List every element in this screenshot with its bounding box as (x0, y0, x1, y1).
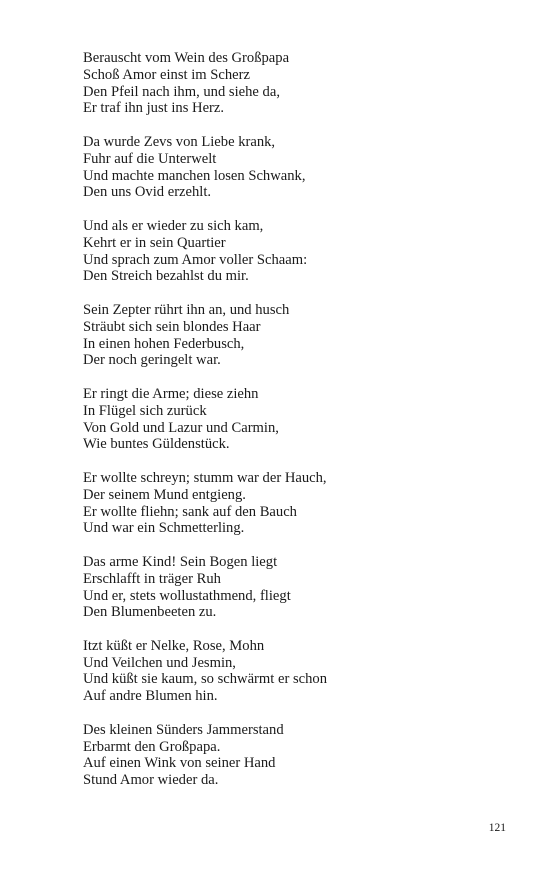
poem-line: Berauscht vom Wein des Großpapa (83, 50, 290, 66)
poem-line: Und küßt sie kaum, so schwärmt er schon (83, 671, 327, 688)
poem-line: Den Streich bezahlst du mir. (83, 268, 249, 285)
poem-line: Auf andre Blumen hin. (83, 688, 218, 705)
stanza (83, 554, 503, 621)
poem-line: Und Veilchen und Jesmin, (83, 654, 236, 671)
poem-line: Er wollte schreyn; stumm war der Hauch, (83, 469, 327, 486)
poem-line: Den Blumenbeeten zu. (83, 604, 217, 621)
poem-line: Der noch geringelt war. (83, 352, 221, 369)
poem-line: Stund Amor wieder da. (83, 772, 219, 789)
poem-line: Wie buntes Güldenstück. (83, 436, 230, 453)
poem-line: Und als er wieder zu sich kam, (83, 217, 264, 234)
poem-line: Und war ein Schmetterling. (83, 520, 245, 537)
poem-line: Erbarmt den Großpapa. (83, 738, 221, 755)
poem-line: Auf einen Wink von seiner Hand (83, 755, 276, 772)
poem-line: Das arme Kind! Sein Bogen liegt (83, 553, 278, 570)
poem-line: Und er, stets wollustathmend, fliegt (83, 587, 291, 604)
stanza (83, 218, 503, 285)
poem (83, 50, 503, 806)
stanza (83, 134, 503, 201)
poem-line: Von Gold und Lazur und Carmin, (83, 419, 279, 436)
poem-line: Da wurde Zevs von Liebe krank, (83, 133, 276, 150)
poem-line: Den Pfeil nach ihm, und siehe da, (83, 83, 280, 100)
poem-line: Und machte manchen losen Schwank, (83, 167, 306, 184)
stanza (83, 302, 503, 369)
poem-line: Den uns Ovid erzehlt. (83, 184, 212, 201)
poem-line: Er ringt die Arme; diese ziehn (83, 385, 259, 402)
poem-line: Des kleinen Sünders Jammerstand (83, 721, 284, 738)
poem-line: Sein Zepter rührt ihn an, und husch (83, 301, 290, 318)
poem-line: Er wollte fliehn; sank auf den Bauch (83, 503, 297, 520)
stanza (83, 50, 503, 117)
poem-line: Kehrt er in sein Quartier (83, 234, 226, 251)
stanza (83, 386, 503, 453)
stanza (83, 638, 503, 705)
poem-line: Der seinem Mund entgieng. (83, 486, 246, 503)
poem-line: Schoß Amor einst im Scherz (83, 66, 250, 83)
poem-line: In einen hohen Federbusch, (83, 335, 245, 352)
poem-line: Er traf ihn just ins Herz. (83, 100, 225, 117)
page-number: 121 (488, 822, 506, 834)
poem-line: Sträubt sich sein blondes Haar (83, 318, 261, 335)
stanza (83, 470, 503, 537)
poem-line: In Flügel sich zurück (83, 402, 207, 419)
stanza (83, 722, 503, 789)
poem-line: Erschlafft in träger Ruh (83, 570, 221, 587)
poem-line: Fuhr auf die Unterwelt (83, 150, 217, 167)
poem-line: Itzt küßt er Nelke, Rose, Mohn (83, 637, 265, 654)
poem-line: Und sprach zum Amor voller Schaam: (83, 251, 308, 268)
